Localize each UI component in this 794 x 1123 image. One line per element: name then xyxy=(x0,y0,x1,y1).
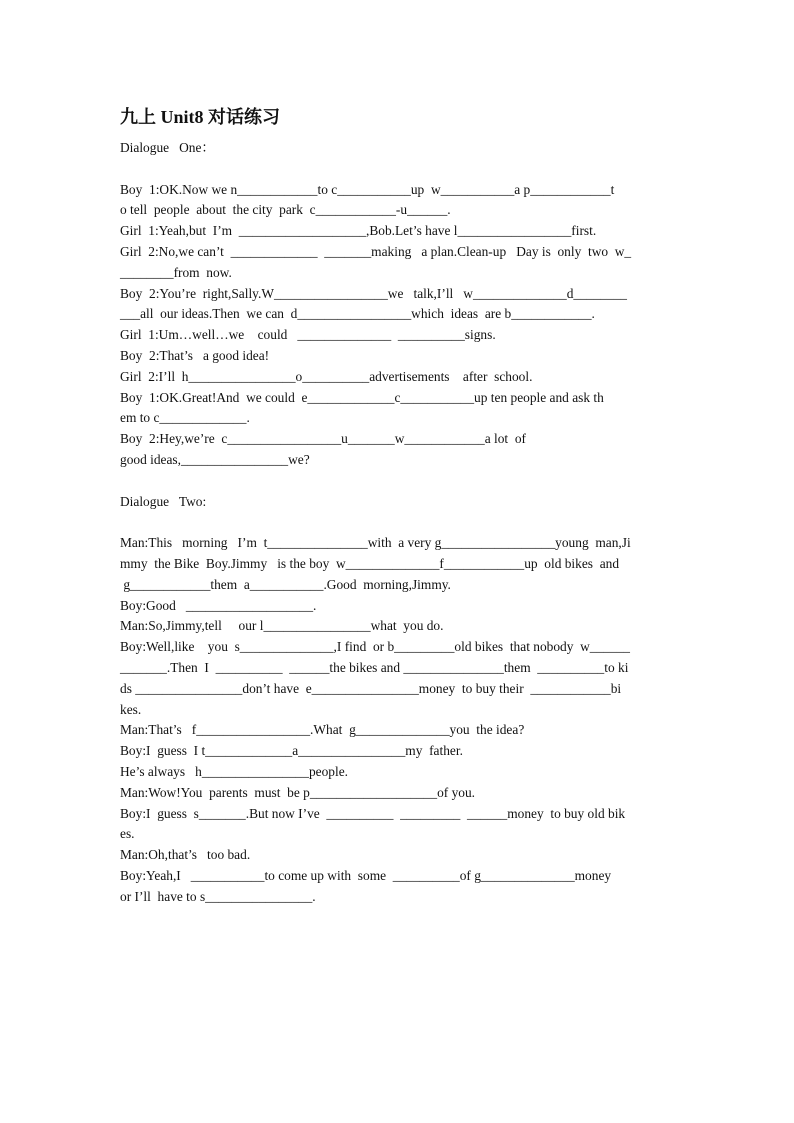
dialogue-line: Girl 2:No,we can’t _____________ _______making a plan.Clean-up Day is only two w_ xyxy=(120,243,632,259)
dialogue-line: Girl 1:Um…well…we could ______________ __________signs. xyxy=(120,327,496,343)
dialogue-line: em to c_____________. xyxy=(120,410,250,426)
dialogue-line: Girl 1:Yeah,but I’m ___________________,Bob.Let’s have l_________________first. xyxy=(120,223,597,239)
worksheet-page xyxy=(120,104,676,907)
dialogue-line: Man:This morning I’m t_______________with a very g_________________young man,Ji xyxy=(120,535,631,551)
dialogue-line: Man:Wow!You parents must be p___________________of you. xyxy=(120,784,476,800)
dialogue-two xyxy=(120,533,676,907)
dialogue-line: _______.Then I __________ ______the bikes and _______________them __________to ki xyxy=(120,659,629,675)
dialogue-line: ________from now. xyxy=(120,264,232,280)
dialogue-line: Boy 2:That’s a good idea! xyxy=(120,347,270,363)
dialogue-line: or I’ll have to s________________. xyxy=(120,888,316,904)
dialogue-two-heading: Dialogue Two: xyxy=(120,493,207,509)
worksheet-title: 九上 Unit8 对话练习 xyxy=(120,107,281,127)
dialogue-line: Man:So,Jimmy,tell our l________________what you do. xyxy=(120,618,444,634)
dialogue-line: mmy the Bike Boy.Jimmy is the boy w______________f____________up old bikes and xyxy=(120,555,620,571)
dialogue-one-heading: Dialogue One： xyxy=(120,140,215,155)
dialogue-line: Man:Oh,that’s too bad. xyxy=(120,847,251,863)
dialogue-line: ___all our ideas.Then we can d_________________which ideas are b____________. xyxy=(120,306,595,322)
dialogue-line: Boy:Good ___________________. xyxy=(120,597,317,613)
dialogue-one xyxy=(120,180,676,471)
dialogue-line: Boy:I guess s_______.But now I’ve __________ _________ ______money to buy old bik xyxy=(120,805,626,821)
spacer xyxy=(120,471,676,492)
dialogue-line: o tell people about the city park c____________-u______. xyxy=(120,202,451,218)
spacer xyxy=(120,159,676,180)
dialogue-line: Boy 1:OK.Great!And we could e_____________c___________up ten people and ask th xyxy=(120,389,604,405)
dialogue-line: es. xyxy=(120,826,135,842)
dialogue-line: ds ________________don’t have e________________money to buy their ____________bi xyxy=(120,680,622,696)
dialogue-line: Boy 2:You’re right,Sally.W_________________we talk,I’ll w______________d________ xyxy=(120,285,627,301)
dialogue-line: Boy:Yeah,I ___________to come up with some __________of g______________money xyxy=(120,867,612,883)
dialogue-line: Man:That’s f_________________.What g______________you the idea? xyxy=(120,722,525,738)
dialogue-line: He’s always h________________people. xyxy=(120,763,348,779)
dialogue-line: Boy:Well,like you s______________,I find or b_________old bikes that nobody w______ xyxy=(120,639,630,655)
dialogue-line: good ideas,________________we? xyxy=(120,451,310,467)
dialogue-line: g____________them a___________.Good morning,Jimmy. xyxy=(120,576,451,592)
dialogue-line: Boy:I guess I t_____________a________________my father. xyxy=(120,743,463,759)
dialogue-line: Girl 2:I’ll h________________o__________advertisements after school. xyxy=(120,368,533,384)
spacer xyxy=(120,512,676,533)
dialogue-line: Boy 1:OK.Now we n____________to c___________up w___________a p____________t xyxy=(120,181,615,197)
dialogue-line: Boy 2:Hey,we’re c_________________u_______w____________a lot of xyxy=(120,431,527,447)
dialogue-line: kes. xyxy=(120,701,142,717)
